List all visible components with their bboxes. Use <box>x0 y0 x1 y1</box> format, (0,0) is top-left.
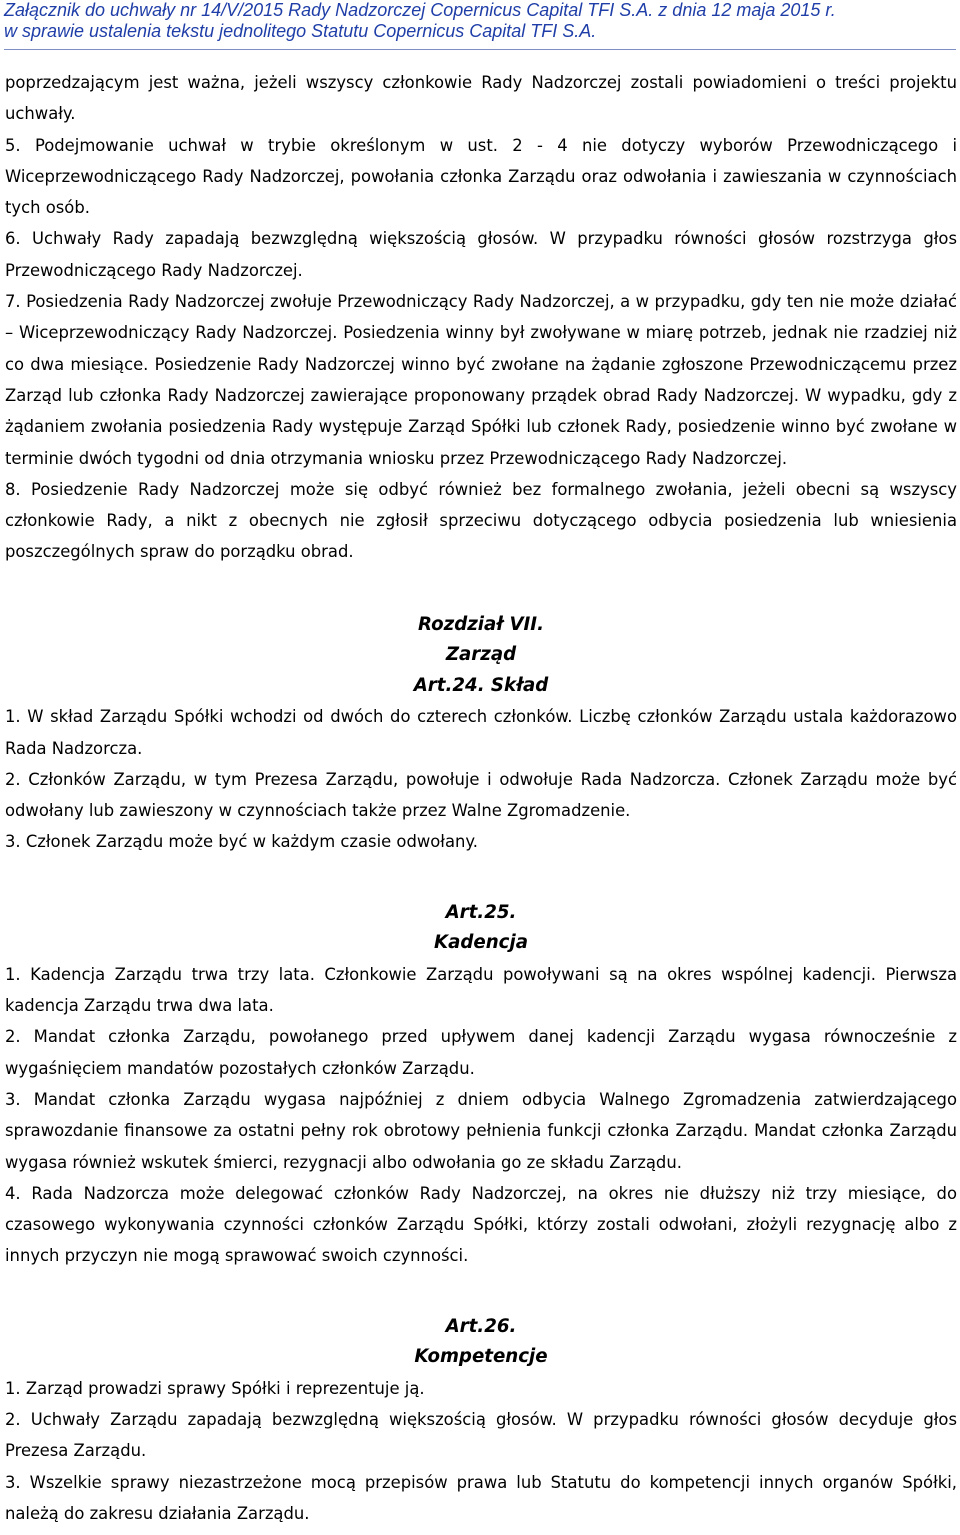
art25-paragraph-3: 3. Mandat członka Zarządu wygasa najpóźniej z dniem odbycia Walnego Zgromadzenia zatwierdzającego sprawozdanie finansowe za ostatni pełny rok obrotowy pełnienia funkcji członka Zarządu. Mandat członka Zarządu wygasa również wskutek śmierci, rezygnacji albo odwołania go ze składu Zarządu. <box>5 1089 957 1172</box>
chapter-subtitle: Zarząd <box>445 644 517 666</box>
art24-paragraph-2: 2. Członków Zarządu, w tym Prezesa Zarządu, powołuje i odwołuje Rada Nadzorcza. Członek Zarządu może być odwołany lub zawieszony w czynnościach także przez Walne Zgromadzenie. <box>5 769 957 821</box>
art24-paragraph-1: 1. W skład Zarządu Spółki wchodzi od dwóch do czterech członków. Liczbę członków Zarządu ustala każdorazowo Rada Nadzorcza. <box>5 707 957 758</box>
article-24-heading: Art.24. Skład <box>413 674 549 696</box>
art25-paragraph-2: 2. Mandat członka Zarządu, powołanego przed upływem danej kadencji Zarządu wygasa równocześnie z wygaśnięciem mandatów pozostałych członków Zarządu. <box>5 1027 957 1078</box>
art26-paragraph-1: 1. Zarząd prowadzi sprawy Spółki i reprezentuje ją. <box>5 1378 425 1398</box>
document-body <box>5 67 957 1529</box>
article-25-subheading: Kadencja <box>434 932 528 954</box>
paragraph-6: 6. Uchwały Rady zapadają bezwzględną większością głosów. W przypadku równości głosów rozstrzyga głos Przewodniczącego Rady Nadzorczej. <box>5 229 957 280</box>
art25-paragraph-1: 1. Kadencja Zarządu trwa trzy lata. Członkowie Zarządu powoływani są na okres wspólnej kadencji. Pierwsza kadencja Zarządu trwa dwa lata. <box>5 964 957 1016</box>
art26-paragraph-3: 3. Wszelkie sprawy niezastrzeżone mocą przepisów prawa lub Statutu do kompetencji innych organów Spółki, należą do zakresu działania Zarządu. <box>5 1472 957 1523</box>
article-26-subheading: Kompetencje <box>414 1346 548 1368</box>
paragraph-7: 7. Posiedzenia Rady Nadzorczej zwołuje Przewodniczący Rady Nadzorczej, a w przypadku, gdy ten nie może działać – Wiceprzewodniczący Rady Nadzorczej. Posiedzenia winny był zwoływane w miarę potrzeb, jednak nie rzadziej niż co dwa miesiące. Posiedzenie Rady Nadzorczej winno być zwołane na żądanie zgłoszone Przewodniczącemu przez Zarząd lub członka Rady Nadzorczej zawierające proponowany prządek obrad Rady Nadzorczej. W wypadku, gdy z żądaniem zwołania posiedzenia Rady występuje Zarząd Spółki lub członek Rady, posiedzenie winno być zwołane w terminie dwóch tygodni od dnia otrzymania wniosku przez Przewodniczącego Rady Nadzorczej. <box>5 292 957 468</box>
section-gap <box>5 568 957 610</box>
art25-paragraph-4: 4. Rada Nadzorcza może delegować członków Rady Nadzorczej, na okres nie dłuższy niż trzy miesiące, do czasowego wykonywania czynności członków Zarządu Spółki, którzy zostali odwołani, złożyli rezygnację albo z innych przyczyn nie mogą sprawować swoich czynności. <box>5 1183 957 1266</box>
section-gap <box>5 858 957 898</box>
header-divider <box>4 49 956 50</box>
article-26-heading: Art.26. <box>445 1315 517 1337</box>
page-header <box>4 0 954 42</box>
art24-paragraph-3: 3. Członek Zarządu może być w każdym czasie odwołany. <box>5 832 478 852</box>
paragraph-8: 8. Posiedzenie Rady Nadzorczej może się odbyć również bez formalnego zwołania, jeżeli obecni są wszyscy członkowie Rady, a nikt z obecnych nie zgłosił sprzeciwu dotyczącego odbycia posiedzenia lub wniesienia poszczególnych spraw do porządku obrad. <box>5 479 957 562</box>
article-25-heading: Art.25. <box>445 901 517 923</box>
header-line-1: Załącznik do uchwały nr 14/V/2015 Rady Nadzorczej Copernicus Capital TFI S.A. z dnia 12 maja 2015 r. <box>4 0 836 20</box>
section-gap <box>5 1272 957 1312</box>
chapter-title: Rozdział VII. <box>418 613 544 635</box>
art26-paragraph-2: 2. Uchwały Zarządu zapadają bezwzględną większością głosów. W przypadku równości głosów decyduje głos Prezesa Zarządu. <box>5 1410 957 1461</box>
paragraph-continuation: poprzedzającym jest ważna, jeżeli wszyscy członkowie Rady Nadzorczej zostali powiadomieni o treści projektu uchwały. <box>5 73 957 124</box>
paragraph-5: 5. Podejmowanie uchwał w trybie określonym w ust. 2 - 4 nie dotyczy wyborów Przewodniczącego i Wiceprzewodniczącego Rady Nadzorczej, powołania członka Zarządu oraz odwołania i zawieszania w czynnościach tych osób. <box>5 135 957 218</box>
header-line-2: w sprawie ustalenia tekstu jednolitego Statutu Copernicus Capital TFI S.A. <box>4 21 597 41</box>
